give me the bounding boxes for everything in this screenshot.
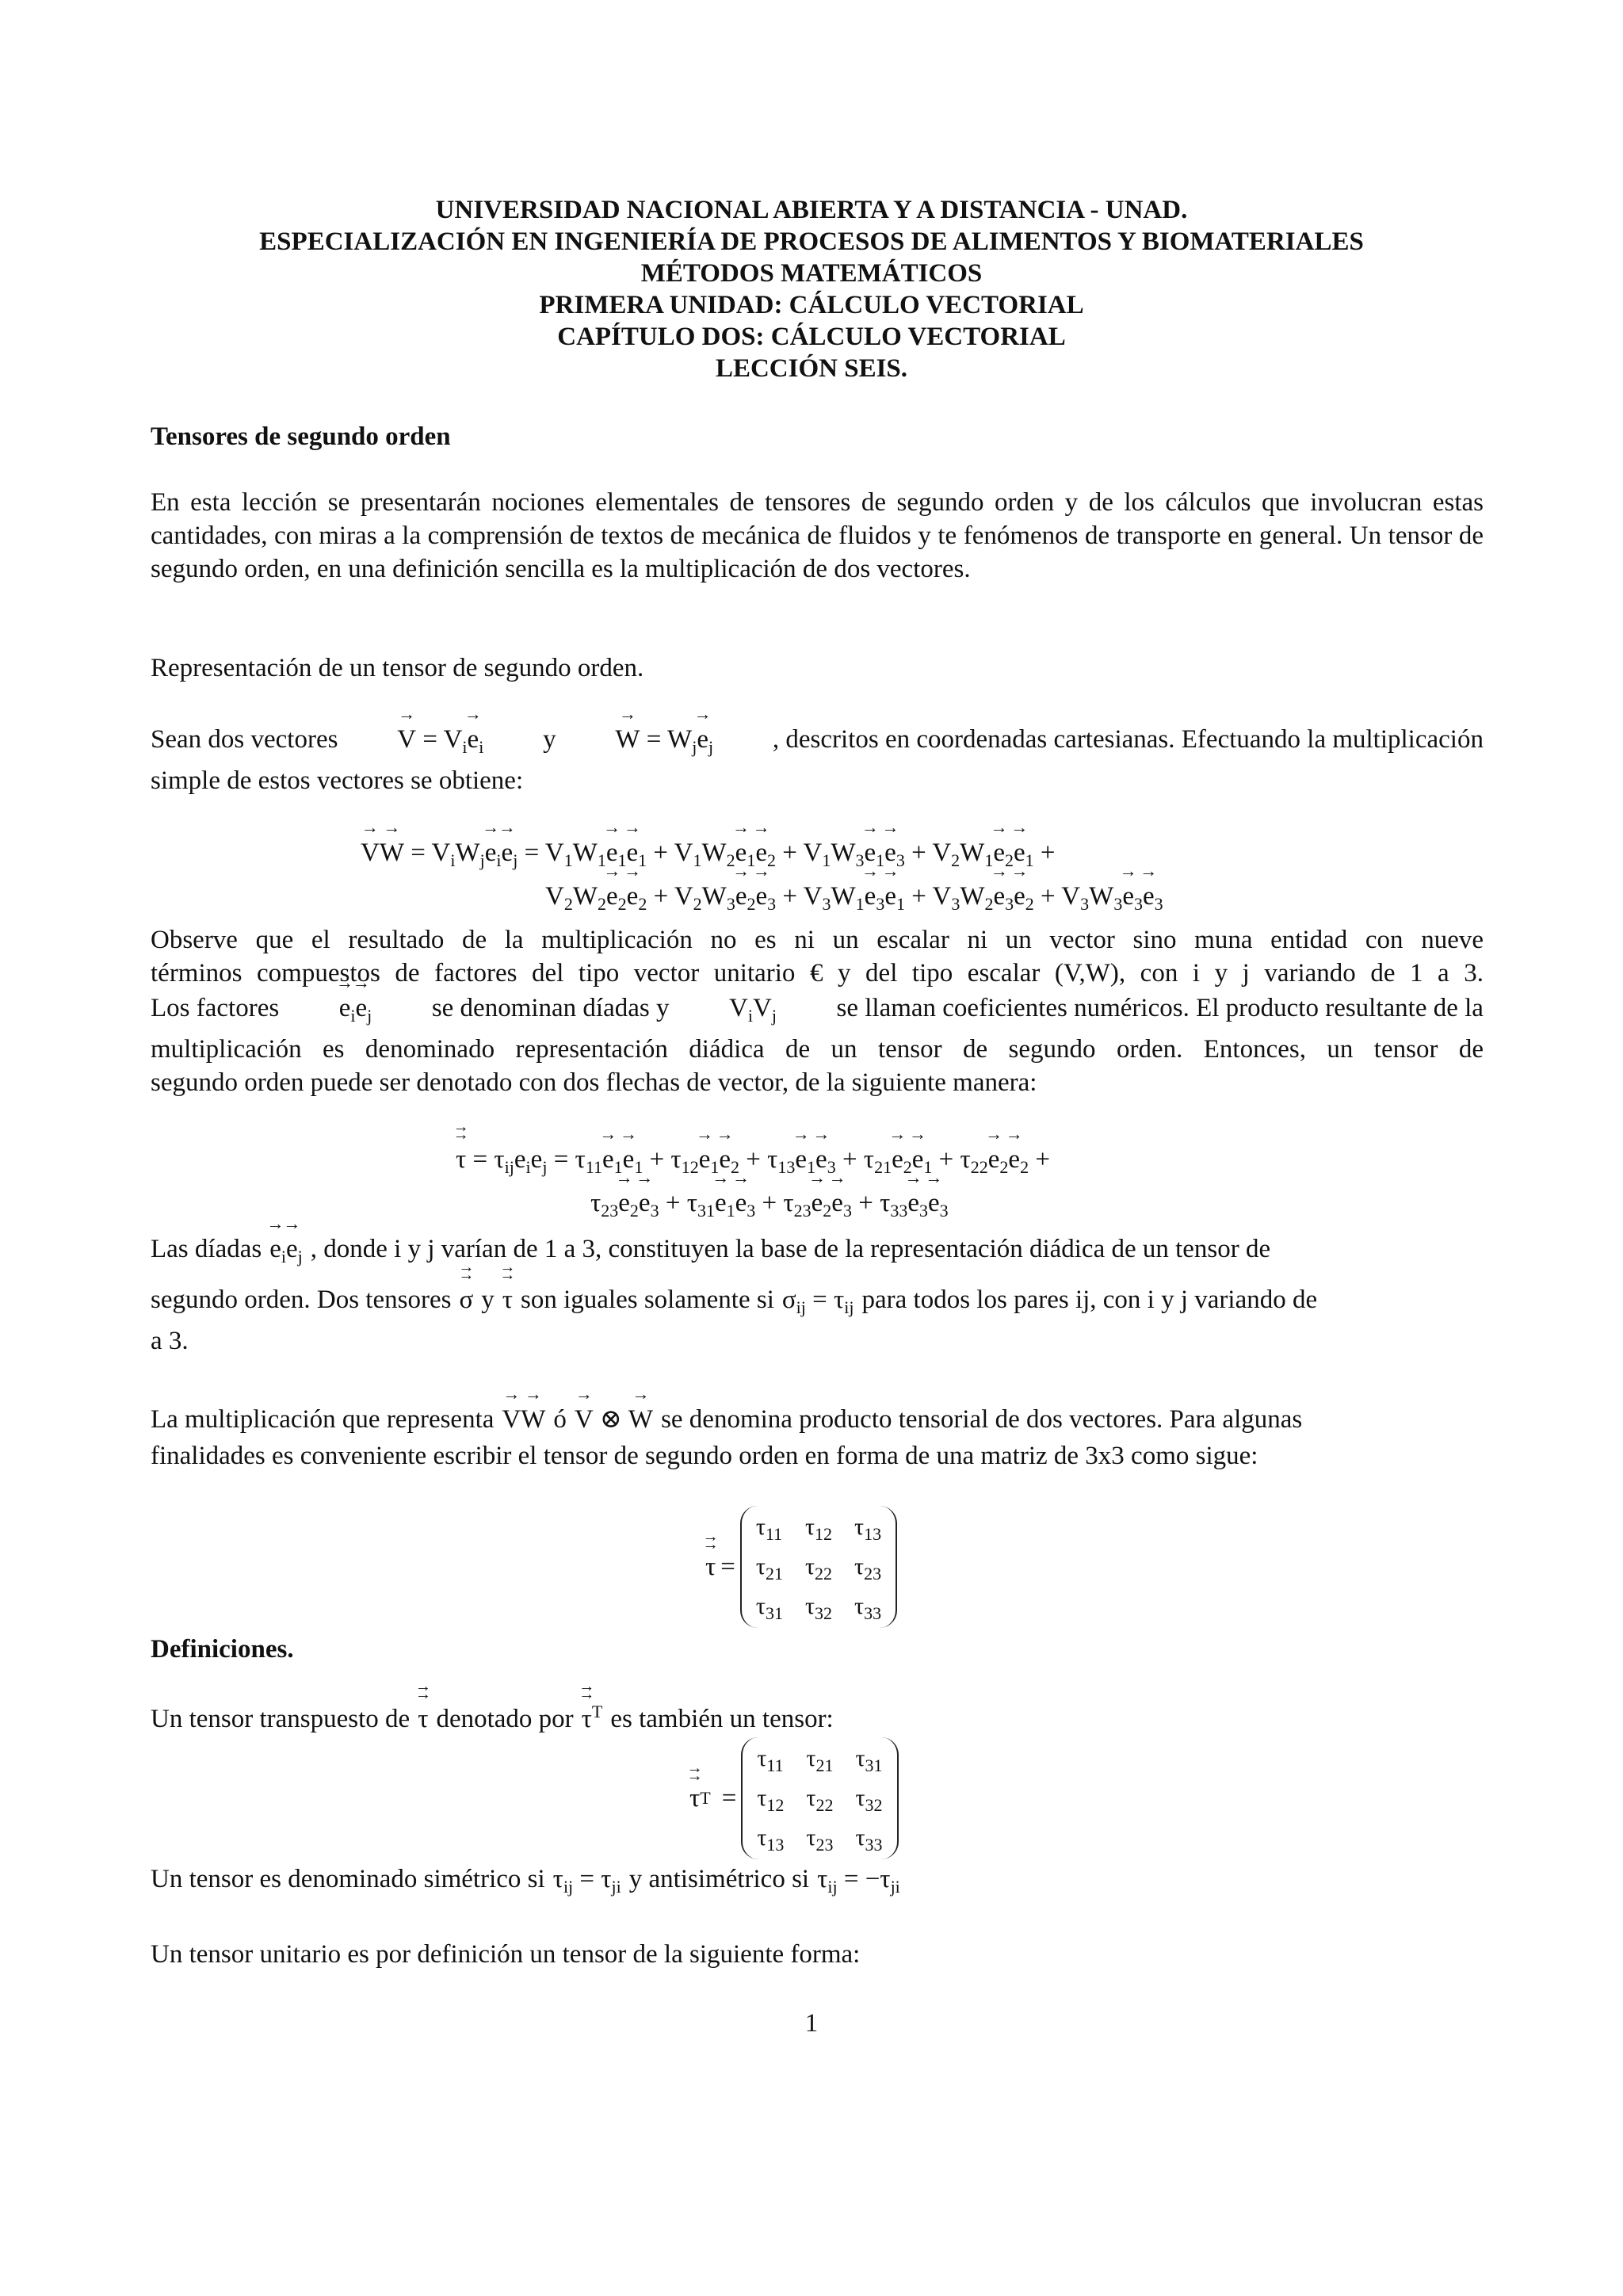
header-line-course: MÉTODOS MATEMÁTICOS [640, 259, 983, 288]
p2-line3a: Los factores [151, 994, 280, 1022]
p2-line5: segundo orden puede ser denotado con dos flechas de vector, de la siguiente manera: [151, 1068, 1037, 1097]
p4-c: se denomina producto tensorial de dos vectores. Para algunas [661, 1405, 1303, 1434]
equation-vw-line1: → $V\to W = V_iW_j\to e_i\to e_j = V_1W_1\to e_1\to e_1 + V_1W_2\to e_1\to e_2 + V_1W_3\to e_1\to e_3 + V_2W_1\to e_2\to e_1$ + [361, 836, 1056, 869]
intro-paragraph: En esta lección se presentarán nociones elementales de tensores de segundo orden y de los cálculos que involucran estas cantidades, con miras a la comprensión de textos de mecánica de fluidos y te fenómenos de transporte en general. Un tensor de segundo orden, en una definición sencilla es la multiplicación de dos vectores. [151, 488, 1484, 583]
p6-a: Un tensor es denominado simétrico si [151, 1865, 545, 1893]
p1-a: Sean dos vectores [151, 725, 338, 754]
p2-line2: términos compuestos de factores del tipo vector unitario € y del tipo escalar (V,W), con i y j variando de 1 a 3. [151, 959, 1484, 988]
header-line-specialization: ESPECIALIZACIÓN EN INGENIERÍA DE PROCESOS DE ALIMENTOS Y BIOMATERIALES [259, 227, 1364, 256]
paragraph-dyads [151, 1232, 1484, 1358]
p4-b: ó [553, 1405, 567, 1434]
p3-e: son iguales solamente si [521, 1286, 774, 1314]
formula-vivj: $V_iV_j$ [729, 994, 777, 1026]
formula-symmetric: $\tau_{ij} = \tau_{ji}$ [552, 1865, 621, 1897]
p1-c: , descritos en coordenadas cartesianas. Efectuando la multiplicación [772, 725, 1484, 754]
paragraph-symmetric [151, 1862, 900, 1896]
p5-a: Un tensor transpuesto de [151, 1705, 411, 1733]
p5-c: es también un tensor: [610, 1705, 834, 1733]
formula-vw: → V→ W [502, 1403, 545, 1436]
formula-sigma-eq-tau: $\sigma_{ij} = \tau_{ij}$ [781, 1286, 854, 1317]
p3-b: , donde i y j varían de 1 a 3, constituyen la base de la representación diádica de un tensor de [310, 1235, 1271, 1263]
p2-line3b: se denominan díadas y [431, 994, 670, 1022]
equation-tau-line1: → τ → = $\tau_{ij}e_ie_j = \tau_{11}\to e_1\to e_1 + \tau_{12}\to e_1\to e_2 + \tau_{13}\to e_1\to e_3 + \tau_{21}\to e_2\to e_1 + \tau_{22}\to e_2\to e_2$ + [456, 1143, 1050, 1176]
p3-c: segundo orden. Dos tensores [151, 1286, 452, 1314]
p5-b: denotado por [436, 1705, 574, 1733]
paragraph-vectors [151, 723, 1484, 797]
paragraph-unit-tensor: Un tensor unitario es por definición un tensor de la siguiente forma: [151, 1940, 861, 1969]
definitions-title: Definiciones. [151, 1635, 294, 1664]
equation-tau-line2: $\tau_{23}\to e_2\to e_3 + \tau_{31}\to e_1\to e_3 + \tau_{23}\to e_2\to e_3 + \tau_{33}\to e_3\to e_3$ [590, 1186, 949, 1220]
matrix-tau: → τ → = $\tau_{11}$ $\tau_{12}$ $\tau_{13}$ $\tau_{21}$ $\tau_{22}$ $\tau_{23}$ $\tau_{31}$ $\tau_{32}$ $\tau_{33}$ [705, 1506, 897, 1628]
header-line-unit: PRIMERA UNIDAD: CÁLCULO VECTORIAL [539, 291, 1084, 319]
section-title: Tensores de segundo orden [151, 422, 451, 451]
formula-eiej-2: → $e_i\to e_j$ [269, 1232, 303, 1266]
matrix-tau-transpose: → τ → T = $\tau_{11}$ $\tau_{21}$ $\tau_{31}$ $\tau_{12}$ $\tau_{22}$ $\tau_{32}$ $\tau_{13}$ $\tau_{23}$ $\tau_{33}$ [689, 1737, 899, 1859]
p3-d: y [481, 1286, 495, 1314]
equation-vw-line2: $V_2W_2\to e_2\to e_2 + V_2W_3\to e_2\to e_3 + V_3W_1\to e_3\to e_1 + V_3W_2\to e_3\to e_2 + V_3W_3\to e_3\to e_3$ [545, 880, 1163, 913]
header-line-university: UNIVERSIDAD NACIONAL ABIERTA Y A DISTANCIA - UNAD. [435, 196, 1188, 224]
p2-line1: Observe que el resultado de la multiplicación no es ni un escalar ni un vector sino muna entidad con nueve [151, 926, 1484, 954]
paragraph-transpose [151, 1702, 834, 1736]
p3-a: Las díadas [151, 1235, 262, 1263]
p2-line4: multiplicación es denominado representación diádica de un tensor de segundo orden. Entonces, un tensor de [151, 1035, 1484, 1064]
p3-f: para todos los pares ij, con i y j variando de [861, 1286, 1318, 1314]
p4-d: finalidades es conveniente escribir el tensor de segundo orden en forma de una matriz de 3x3 como sigue: [151, 1442, 1258, 1470]
header-line-lesson: LECCIÓN SEIS. [715, 354, 908, 383]
p3-g: a 3. [151, 1327, 189, 1355]
page-number: 1 [804, 2009, 819, 2038]
representation-title: Representación de un tensor de segundo orden. [151, 654, 644, 682]
formula-antisymmetric: $\tau_{ij} = -\tau_{ji}$ [817, 1865, 900, 1897]
formula-w: → $W = W_j\to e_j$ [615, 723, 713, 756]
formula-eiej: → $e_i\to e_j$ [339, 991, 372, 1025]
formula-v: → $V = V_i\to e_i$ [397, 723, 483, 756]
p4-a: La multiplicación que representa [151, 1405, 495, 1434]
p1-d: simple de estos vectores se obtiene: [151, 766, 524, 795]
formula-v-otimes-w: → V ⊗ → W [575, 1403, 653, 1436]
p2-line3c: se llaman coeficientes numéricos. El producto resultante de la [836, 994, 1484, 1022]
formula-sigma: → σ → [459, 1283, 473, 1316]
formula-tau-t: → τ →$^T$ [582, 1702, 603, 1736]
document-header [0, 194, 1623, 384]
p1-b: y [543, 725, 556, 754]
formula-tau-2: → τ → [418, 1702, 428, 1736]
p6-b: y antisimétrico si [628, 1865, 810, 1893]
formula-tau: → τ → [502, 1283, 513, 1316]
header-line-chapter: CAPÍTULO DOS: CÁLCULO VECTORIAL [557, 323, 1066, 351]
paragraph-observe [151, 923, 1484, 1099]
paragraph-tensor-product [151, 1403, 1484, 1473]
